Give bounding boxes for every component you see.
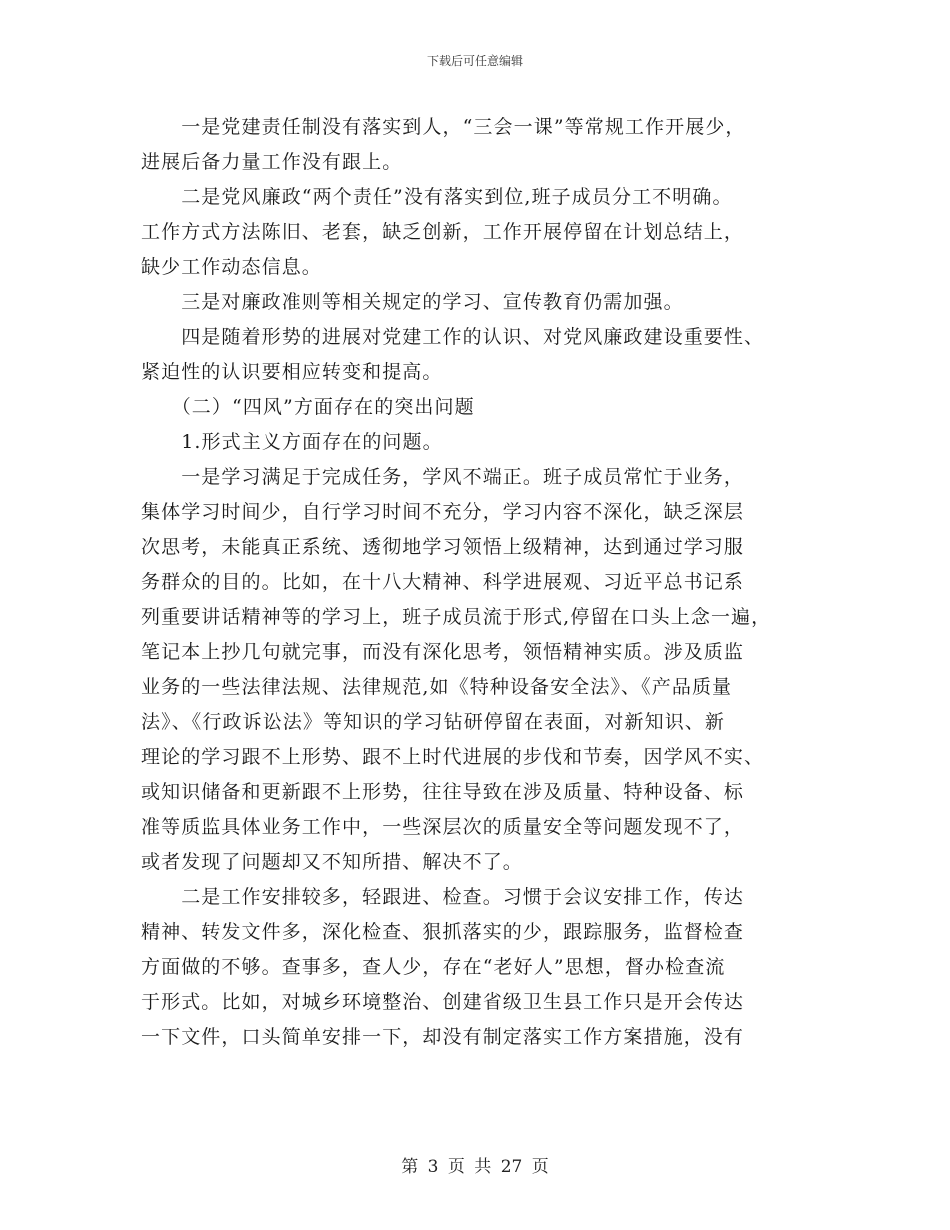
text-line: 缺少工作动态信息。 [141,256,322,278]
text-line: 或者发现了问题却又不知所措、解决不了。 [141,851,523,873]
text-line: 集体学习时间少，自行学习时间不充分，学习内容不深化，缺乏深层 [141,501,745,523]
text-line: 理论的学习跟不上形势、跟不上时代进展的步伐和节奏，因学风不实、 [141,746,765,768]
text-line: 于形式。比如，对城乡环境整治、创建省级卫生县工作只是开会传达 [141,991,745,1013]
text-line: 二是工作安排较多，轻跟进、检查。习惯于会议安排工作，传达 [141,886,745,908]
text-line: 一是党建责任制没有落实到人，“三会一课”等常规工作开展少， [141,116,746,138]
subsection-heading: 1.形式主义方面存在的问题。 [141,431,443,453]
text-line: 准等质监具体业务工作中，一些深层次的质量安全等问题发现不了， [141,816,745,838]
text-line: 三是对廉政准则等相关规定的学习、宣传教育仍需加强。 [141,291,684,313]
text-line: 笔记本上抄几句就完事，而没有深化思考，领悟精神实质。涉及质监 [141,641,745,663]
text-line: 次思考，未能真正系统、透彻地学习领悟上级精神，达到通过学习服 [141,536,745,558]
text-line: 精神、转发文件多，深化检查、狠抓落实的少，跟踪服务，监督检查 [141,921,745,943]
section-heading: （二）“四风”方面存在的突出问题 [141,396,475,418]
text-line: 一下文件，口头简单安排一下，却没有制定落实工作方案措施，没有 [141,1026,745,1048]
text-line: 工作方式方法陈旧、老套，缺乏创新，工作开展停留在计划总结上， [141,221,745,243]
text-line: 列重要讲话精神等的学习上，班子成员流于形式,停留在口头上念一遍， [141,606,772,628]
text-line: 一是学习满足于完成任务，学风不端正。班子成员常忙于业务， [141,466,745,488]
text-line: 方面做的不够。查事多，查人少，存在“老好人”思想，督办检查流 [141,956,726,978]
text-line: 业务的一些法律法规、法律规范,如《特种设备安全法》、《产品质量 [141,676,733,698]
text-line: 二是党风廉政“两个责任”没有落实到位,班子成员分工不明确。 [141,186,733,208]
page-footer: 第 3 页 共 27 页 [401,1157,549,1177]
text-line: 务群众的目的。比如，在十八大精神、科学进展观、习近平总书记系 [141,571,745,593]
text-line: 法》、《行政诉讼法》等知识的学习钻研停留在表面，对新知识、新 [141,711,726,733]
text-line: 四是随着形势的进展对党建工作的认识、对党风廉政建设重要性、 [141,326,765,348]
page-header: 下载后可任意编辑 [426,54,523,68]
text-line: 紧迫性的认识要相应转变和提高。 [141,361,443,383]
text-line: 或知识储备和更新跟不上形势，往往导致在涉及质量、特种设备、标 [141,781,745,803]
document-body [141,110,821,1055]
text-line: 进展后备力量工作没有跟上。 [141,151,403,173]
